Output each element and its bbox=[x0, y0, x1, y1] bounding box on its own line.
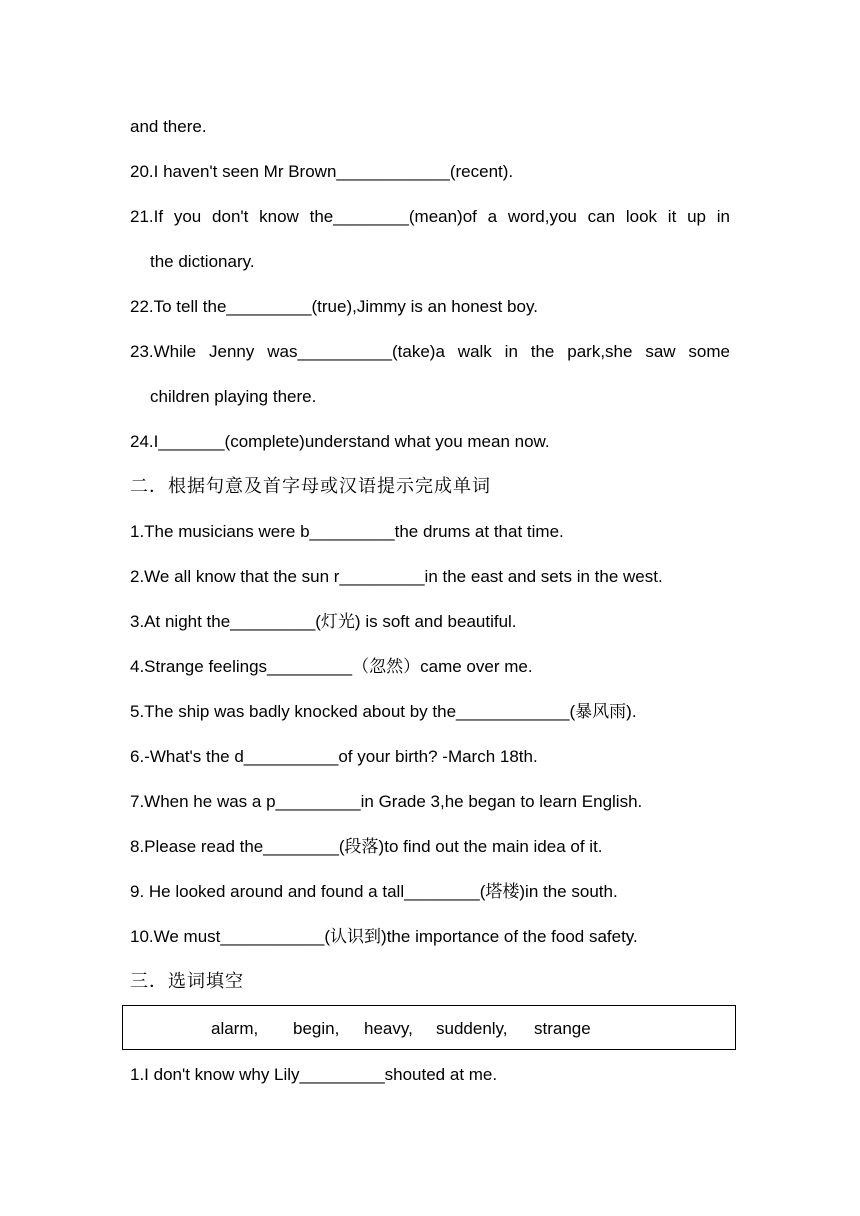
section-two-question-8: 8.Please read the________(段落)to find out the main idea of it. bbox=[130, 837, 603, 856]
word-bank-item: alarm, bbox=[211, 1019, 259, 1038]
section-two-question-10: 10.We must___________(认识到)the importance of the food safety. bbox=[130, 927, 638, 946]
word-bank-item: heavy, bbox=[364, 1019, 413, 1038]
section-three-heading: 三．选词填空 bbox=[130, 971, 244, 992]
section-three-question-1: 1.I don't know why Lily_________shouted at me. bbox=[130, 1065, 498, 1084]
section-two-heading: 二．根据句意及首字母或汉语提示完成单词 bbox=[130, 476, 491, 497]
word-bank-item: begin, bbox=[293, 1019, 340, 1038]
question-20: 20.I haven't seen Mr Brown____________(recent). bbox=[130, 162, 514, 181]
section-two-question-1: 1.The musicians were b_________the drums at that time. bbox=[130, 522, 564, 541]
continuation-text: and there. bbox=[130, 117, 207, 136]
question-21-continuation: the dictionary. bbox=[150, 252, 255, 271]
section-two-question-5: 5.The ship was badly knocked about by the____________(暴风雨). bbox=[130, 702, 637, 721]
section-two-question-4: 4.Strange feelings_________（忽然）came over me. bbox=[130, 657, 533, 676]
question-22: 22.To tell the_________(true),Jimmy is an honest boy. bbox=[130, 297, 538, 316]
section-two-question-2: 2.We all know that the sun r_________in the east and sets in the west. bbox=[130, 567, 663, 586]
section-two-question-3: 3.At night the_________(灯光) is soft and beautiful. bbox=[130, 612, 517, 631]
section-two-question-9: 9. He looked around and found a tall________(塔楼)in the south. bbox=[130, 882, 618, 901]
word-bank-item: strange bbox=[534, 1019, 591, 1038]
word-bank-box bbox=[122, 1005, 736, 1050]
section-two-question-7: 7.When he was a p_________in Grade 3,he began to learn English. bbox=[130, 792, 643, 811]
word-bank-item: suddenly, bbox=[436, 1019, 508, 1038]
section-two-question-6: 6.-What's the d__________of your birth? -March 18th. bbox=[130, 747, 538, 766]
question-23-continuation: children playing there. bbox=[150, 387, 317, 406]
question-21: 21.If you don't know the________(mean)of a word,you can look it up in bbox=[130, 207, 730, 226]
question-23: 23.While Jenny was__________(take)a walk in the park,she saw some bbox=[130, 342, 730, 361]
question-24: 24.I_______(complete)understand what you mean now. bbox=[130, 432, 550, 451]
